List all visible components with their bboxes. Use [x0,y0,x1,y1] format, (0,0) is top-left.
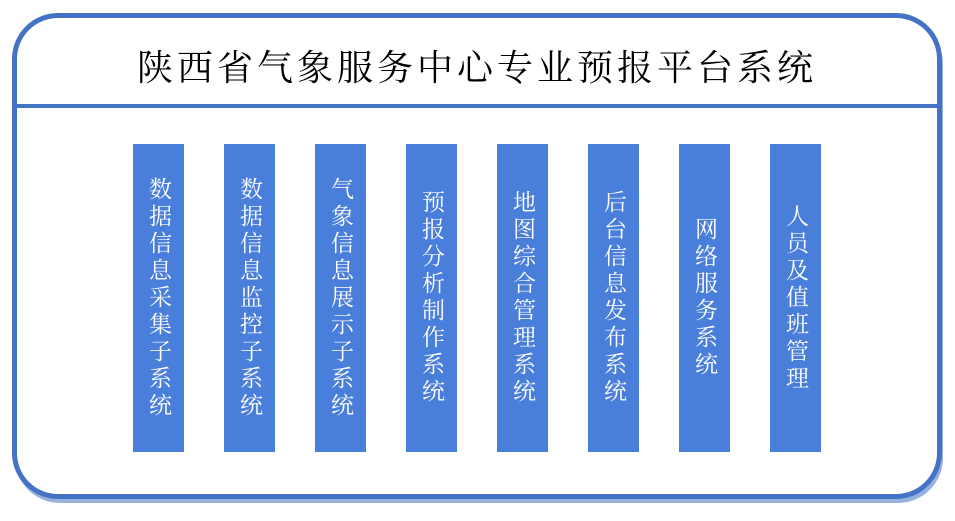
subsystem-bar-weather-info-display [315,144,366,452]
subsystem-bar-data-collection [133,144,184,452]
title-divider [17,104,937,108]
title-section [17,18,937,104]
subsystem-label: 网络服务系统 [692,217,717,379]
subsystem-label: 气象信息展示子系统 [328,176,353,420]
subsystem-label: 后台信息发布系统 [601,190,626,406]
subsystem-bar-personnel-duty-management [770,144,821,452]
subsystem-label: 数据信息监控子系统 [237,176,262,420]
subsystem-bar-data-monitoring [224,144,275,452]
subsystem-bar-forecast-analysis-production [406,144,457,452]
platform-frame [12,13,942,499]
subsystem-label: 地图综合管理系统 [510,190,535,406]
subsystem-label: 数据信息采集子系统 [146,176,171,420]
subsystem-bar-backend-info-publishing [588,144,639,452]
subsystem-bar-network-service [679,144,730,452]
subsystem-bar-map-management [497,144,548,452]
subsystem-label: 预报分析制作系统 [419,190,444,406]
subsystem-label: 人员及值班管理 [783,203,808,393]
subsystem-row [17,144,937,452]
page-title: 陕西省气象服务中心专业预报平台系统 [136,47,817,88]
